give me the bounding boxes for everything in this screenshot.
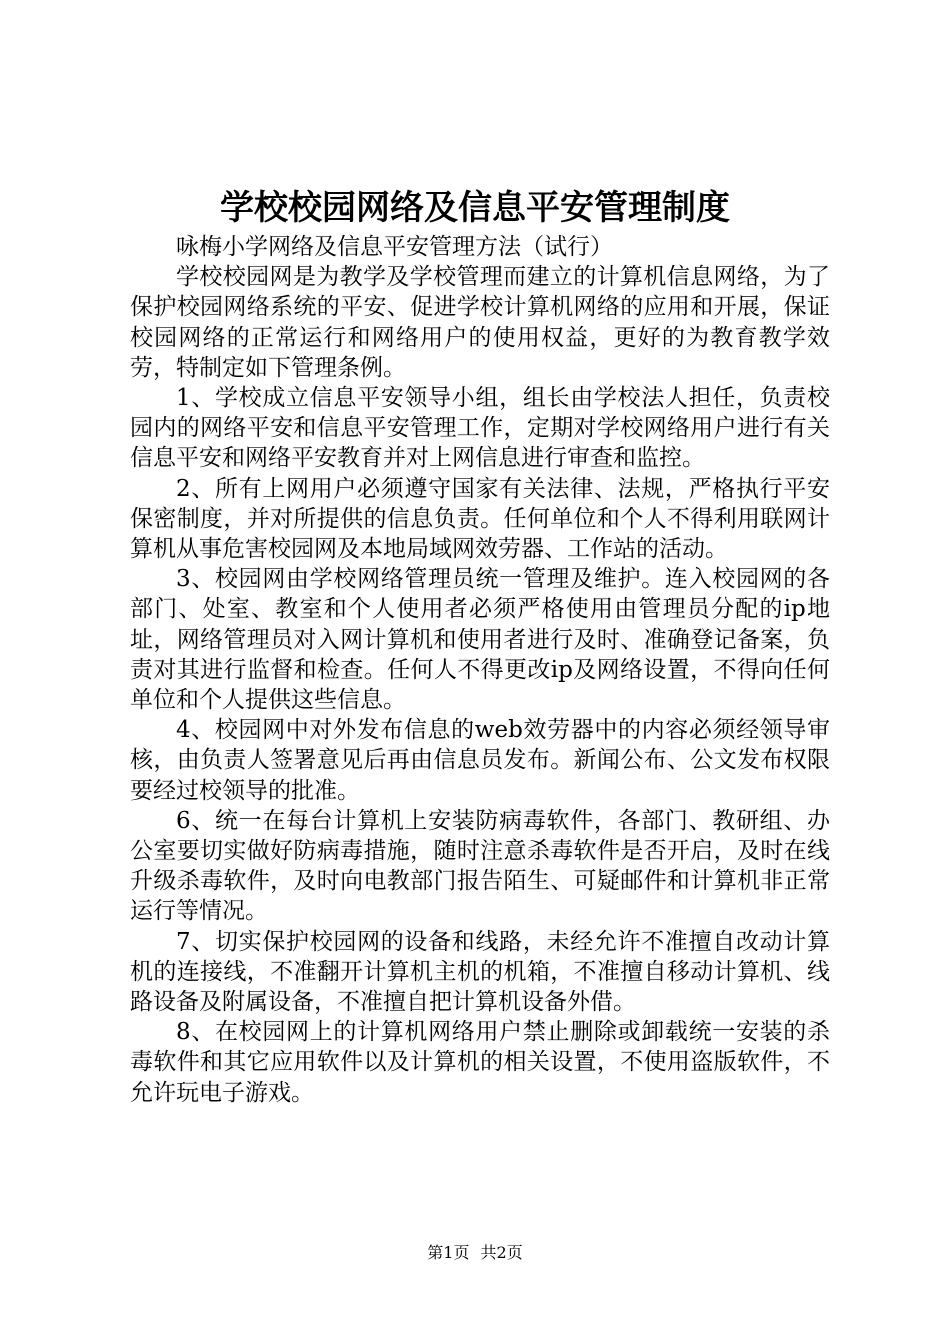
document-body — [130, 232, 830, 1108]
paragraph-item-7: 7、切实保护校园网的设备和线路，未经允许不准擅自改动计算机的连接线，不准翻开计算机主机的机箱，不准擅自移动计算机、线路设备及附属设备，不准擅自把计算机设备外借。 — [130, 928, 830, 1016]
page-number-total: 共2页 — [480, 1243, 523, 1262]
page-title: 学校校园网络及信息平安管理制度 — [220, 188, 730, 228]
paragraph-item-2: 2、所有上网用户必须遵守国家有关法律、法规，严格执行平安保密制度，并对所提供的信息负责。任何单位和个人不得利用联网计算机从事危害校园网及本地局域网效劳器、工作站的活动。 — [130, 475, 830, 563]
paragraph-item-8: 8、在校园网上的计算机网络用户禁止删除或卸载统一安装的杀毒软件和其它应用软件以及计算机的相关设置，不使用盗版软件，不允许玩电子游戏。 — [130, 1019, 830, 1106]
document-subtitle: 咏梅小学网络及信息平安管理方法（试行） — [176, 234, 613, 260]
paragraph-item-6: 6、统一在每台计算机上安装防病毒软件，各部门、教研组、办公室要切实做好防病毒措施，随时注意杀毒软件是否开启，及时在线升级杀毒软件，及时向电教部门报告陌生、可疑邮件和计算机非正常运行等情况。 — [130, 807, 830, 925]
page-number-current: 第1页 — [427, 1243, 470, 1262]
paragraph-item-4: 4、校园网中对外发布信息的web效劳器中的内容必须经领导审核，由负责人签署意见后再由信息员发布。新闻公布、公文发布权限要经过校领导的批准。 — [130, 717, 830, 804]
page-footer — [0, 1242, 950, 1264]
paragraph-intro: 学校校园网是为教学及学校管理而建立的计算机信息网络，为了保护校园网络系统的平安、促进学校计算机网络的应用和开展，保证校园网络的正常运行和网络用户的使用权益，更好的为教育教学效劳，特制定如下管理条例。 — [130, 264, 830, 381]
paragraph-item-3: 3、校园网由学校网络管理员统一管理及维护。连入校园网的各部门、处室、教室和个人使用者必须严格使用由管理员分配的ip地址，网络管理员对入网计算机和使用者进行及时、准确登记备案，负责对其进行监督和检查。任何人不得更改ip及网络设置，不得向任何单位和个人提供这些信息。 — [130, 566, 830, 714]
paragraph-item-1: 1、学校成立信息平安领导小组，组长由学校法人担任，负责校园内的网络平安和信息平安管理工作，定期对学校网络用户进行有关信息平安和网络平安教育并对上网信息进行审查和监控。 — [130, 385, 830, 472]
